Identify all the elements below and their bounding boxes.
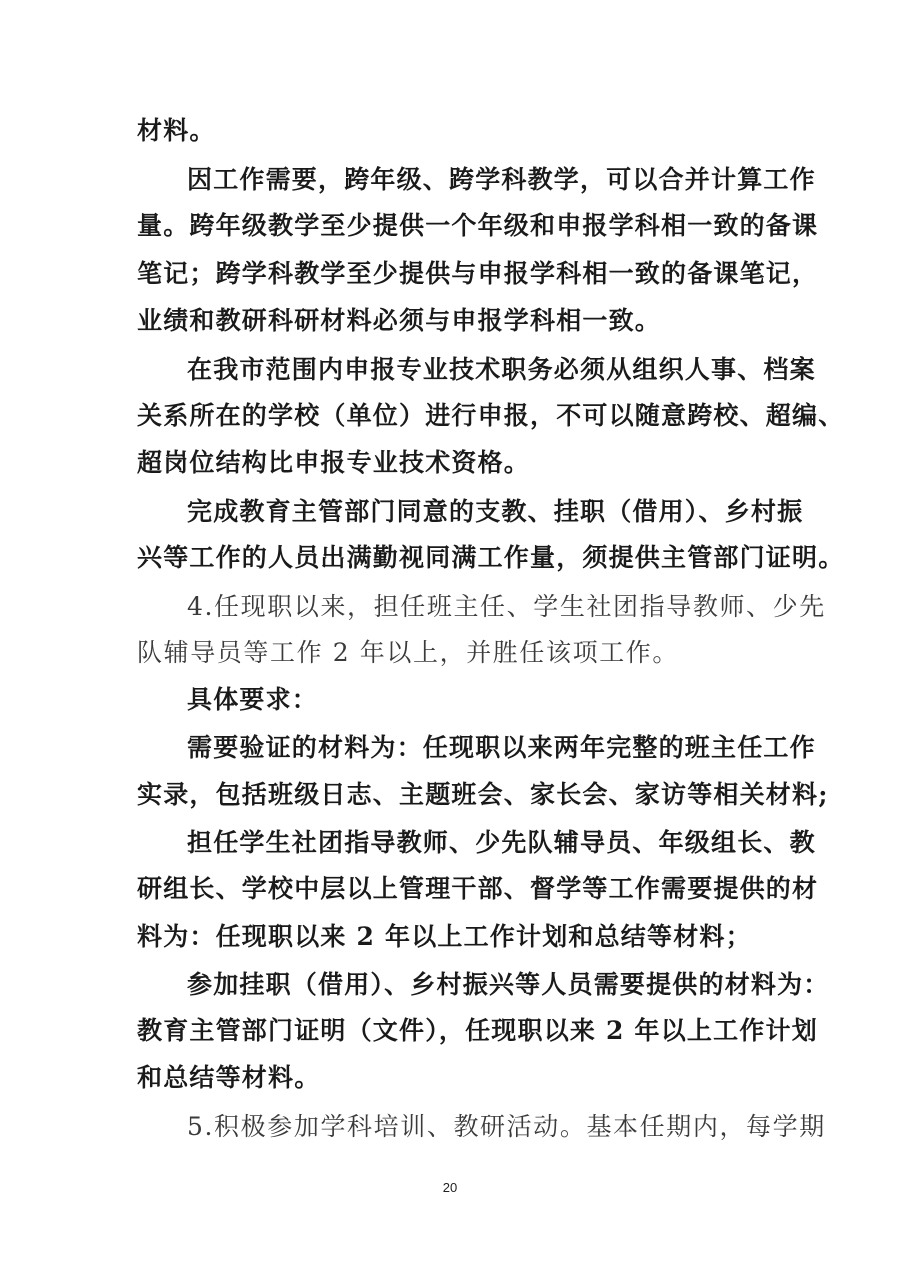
- text-line-7: 关系所在的学校（单位）进行申报，不可以随意跨校、超编、: [137, 401, 845, 430]
- text-line-14: 需要验证的材料为：任现职以来两年完整的班主任工作: [187, 733, 816, 762]
- text-line-12: 队辅导员等工作 2 年以上，并胜任该项工作。: [137, 638, 680, 667]
- text-line-6: 在我市范围内申报专业技术职务必须从组织人事、档案: [187, 355, 816, 384]
- text-line-21: 和总结等材料。: [137, 1063, 321, 1092]
- text-line-9: 完成教育主管部门同意的支教、挂职（借用）、乡村振: [187, 497, 804, 526]
- text-line-11: 4.任现职以来，担任班主任、学生社团指导教师、少先: [187, 592, 826, 621]
- text-line-1: 材料。: [137, 116, 216, 145]
- text-line-15: 实录，包括班级日志、主题班会、家长会、家访等相关材料;: [137, 780, 829, 809]
- text-line-8: 超岗位结构比申报专业技术资格。: [137, 448, 531, 477]
- text-line-20: 教育主管部门证明（文件），任现职以来 2 年以上工作计划: [137, 1016, 818, 1045]
- text-line-3: 量。跨年级教学至少提供一个年级和申报学科相一致的备课: [137, 211, 819, 240]
- text-line-16: 担任学生社团指导教师、少先队辅导员、年级组长、教: [187, 828, 816, 857]
- text-line-19: 参加挂职（借用）、乡村振兴等人员需要提供的材料为：: [187, 970, 830, 999]
- text-line-2: 因工作需要，跨年级、跨学科教学，可以合并计算工作: [187, 165, 816, 194]
- text-line-17: 研组长、学校中层以上管理干部、督学等工作需要提供的材: [137, 874, 819, 903]
- text-line-13: 具体要求：: [187, 685, 319, 714]
- page-number: 20: [442, 1180, 458, 1195]
- text-line-18: 料为：任现职以来 2 年以上工作计划和总结等材料；: [137, 922, 752, 951]
- text-line-22: 5.积极参加学科培训、教研活动。基本任期内，每学期: [187, 1112, 826, 1141]
- text-line-5: 业绩和教研科研材料必须与申报学科相一致。: [137, 306, 662, 335]
- text-line-10: 兴等工作的人员出满勤视同满工作量，须提供主管部门证明。: [137, 543, 845, 572]
- text-line-4: 笔记；跨学科教学至少提供与申报学科相一致的备课笔记，: [137, 259, 819, 288]
